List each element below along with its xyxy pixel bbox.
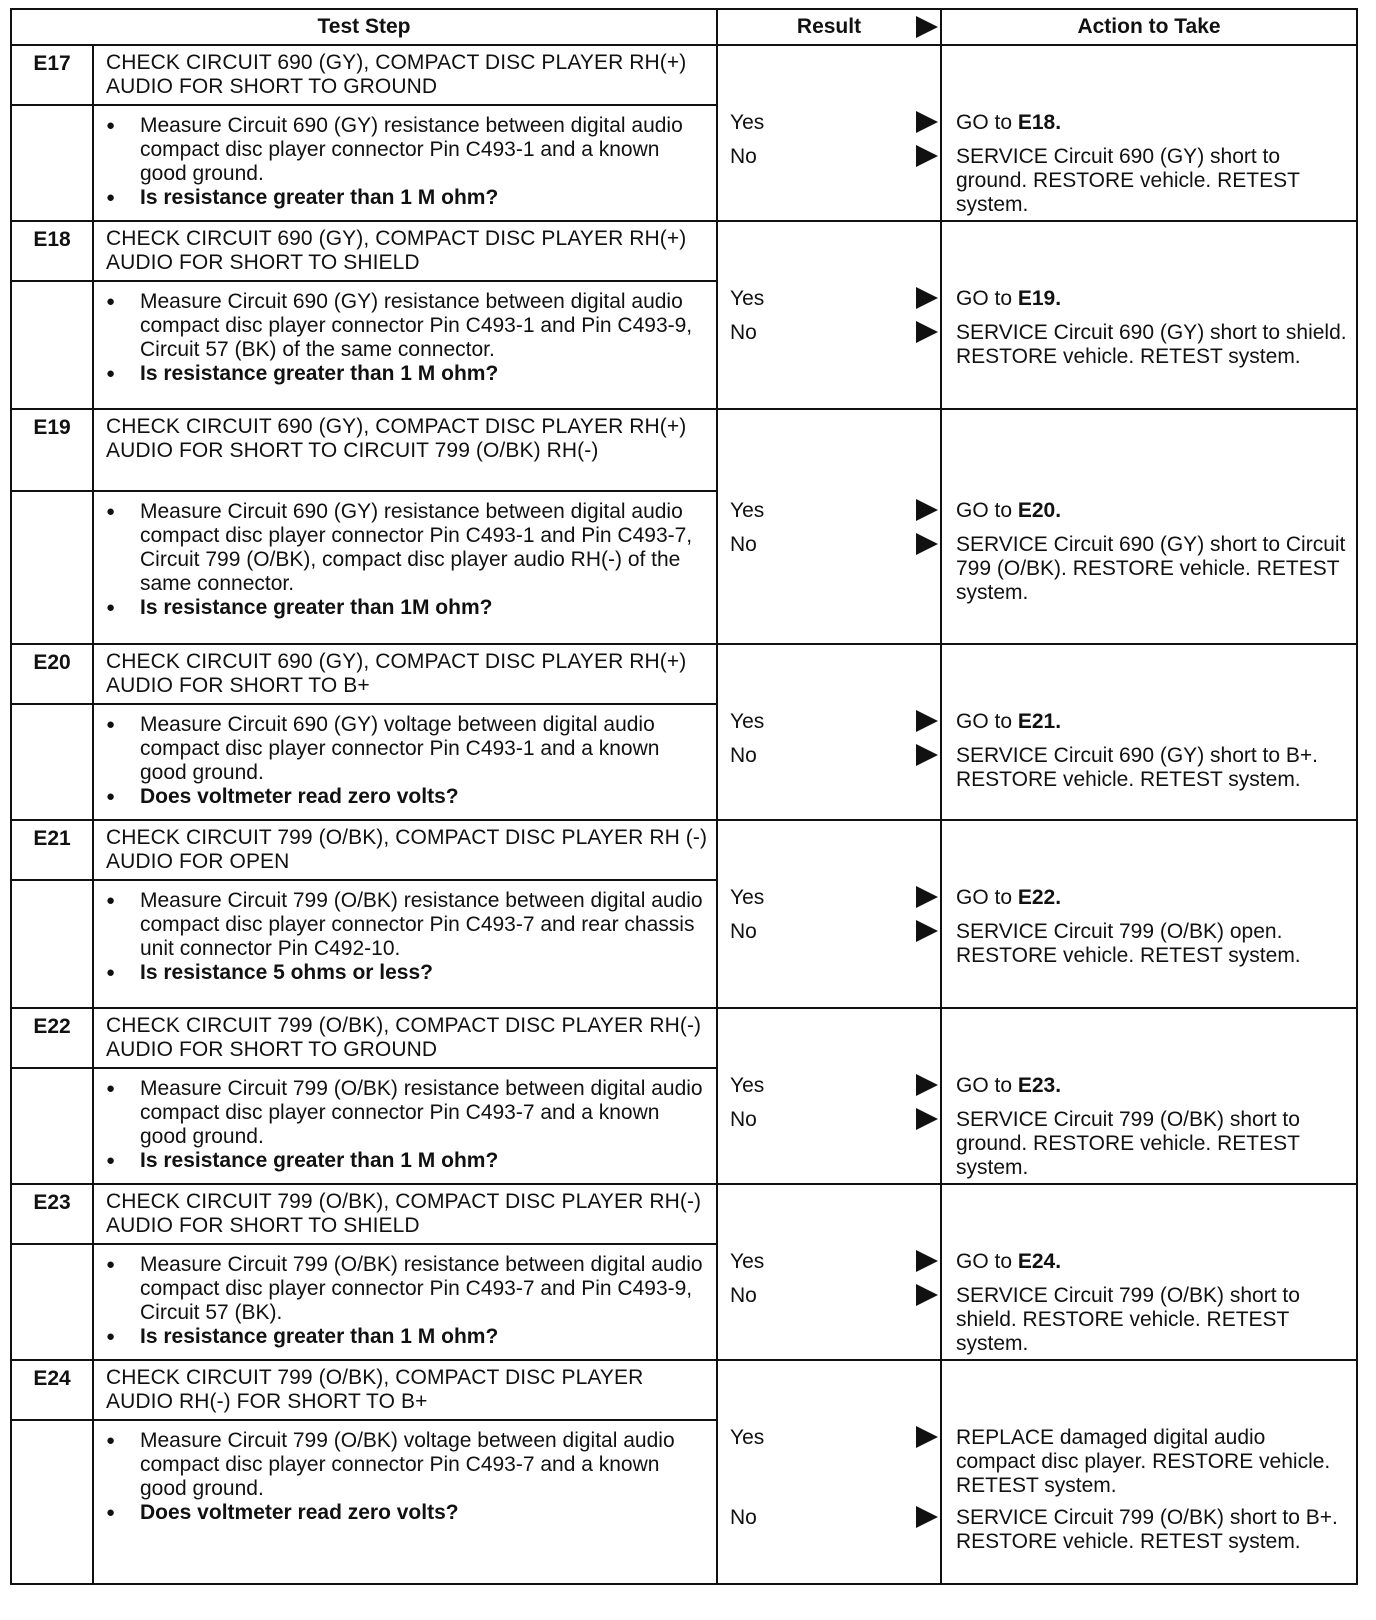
result-no: No (730, 1108, 757, 1131)
step-id: E18 (11, 221, 93, 281)
result-no: No (730, 1284, 757, 1307)
table-row (11, 221, 1357, 281)
step-title: CHECK CIRCUIT 690 (GY), COMPACT DISC PLAYER RH(+) AUDIO FOR SHORT TO B+ (93, 644, 717, 704)
action-yes (956, 287, 1348, 311)
result-no: No (730, 920, 757, 943)
action-cell (941, 1008, 1357, 1184)
result-no: No (730, 533, 757, 556)
instruction-measure: ● Measure Circuit 799 (O/BK) voltage between digital audio compact disc player connector Pin C493-7 and a known good ground. (104, 1429, 708, 1501)
step-id: E21 (11, 820, 93, 880)
action-yes-prefix: GO to (956, 886, 1018, 909)
instruction-measure: ● Measure Circuit 690 (GY) voltage between digital audio compact disc player connector Pin C493-1 and a known good ground. (104, 713, 708, 785)
action-yes-target: E19. (1017, 287, 1062, 310)
arrow-right-icon (916, 111, 938, 133)
action-yes-prefix: GO to (956, 111, 1018, 134)
action-yes (956, 111, 1348, 135)
header-result-label: Result (796, 15, 862, 38)
result-cell (717, 1184, 941, 1360)
step-title: CHECK CIRCUIT 690 (GY), COMPACT DISC PLAYER RH(+) AUDIO FOR SHORT TO SHIELD (93, 221, 717, 281)
action-no: SERVICE Circuit 799 (O/BK) short to ground. RESTORE vehicle. RETEST system. (956, 1108, 1300, 1179)
result-cell (717, 1360, 941, 1584)
action-no: SERVICE Circuit 690 (GY) short to Circuit 799 (O/BK). RESTORE vehicle. RETEST system. (956, 533, 1346, 604)
step-title: CHECK CIRCUIT 690 (GY), COMPACT DISC PLAYER RH(+) AUDIO FOR SHORT TO CIRCUIT 799 (O/BK) RH(-) (93, 409, 717, 491)
action-no: SERVICE Circuit 799 (O/BK) short to shield. RESTORE vehicle. RETEST system. (956, 1284, 1300, 1355)
step-instructions (93, 105, 717, 221)
arrow-right-icon (916, 321, 938, 343)
result-yes: Yes (730, 287, 765, 310)
step-instructions (93, 704, 717, 820)
step-title: CHECK CIRCUIT 799 (O/BK), COMPACT DISC PLAYER RH (-) AUDIO FOR OPEN (93, 820, 717, 880)
action-yes: REPLACE damaged digital audio compact disc player. RESTORE vehicle. RETEST system. (956, 1426, 1331, 1497)
step-title: CHECK CIRCUIT 799 (O/BK), COMPACT DISC PLAYER RH(-) AUDIO FOR SHORT TO GROUND (93, 1008, 717, 1068)
instruction-measure: ● Measure Circuit 690 (GY) resistance between digital audio compact disc player connector Pin C493-1 and a known good ground. (104, 114, 708, 186)
action-yes-prefix: GO to (956, 287, 1018, 310)
action-yes-prefix: GO to (956, 1250, 1018, 1273)
action-cell (941, 644, 1357, 820)
step-instructions (93, 1068, 717, 1184)
step-id: E23 (11, 1184, 93, 1244)
step-instructions (93, 281, 717, 409)
step-title: CHECK CIRCUIT 690 (GY), COMPACT DISC PLAYER RH(+) AUDIO FOR SHORT TO GROUND (93, 45, 717, 105)
arrow-right-icon (916, 710, 938, 732)
action-yes (956, 1250, 1348, 1274)
table-row (11, 1008, 1357, 1068)
step-title: CHECK CIRCUIT 799 (O/BK), COMPACT DISC PLAYER AUDIO RH(-) FOR SHORT TO B+ (93, 1360, 717, 1420)
action-yes-target: E18. (1017, 111, 1062, 134)
step-id-spacer (11, 105, 93, 221)
action-cell (941, 1184, 1357, 1360)
result-cell (717, 820, 941, 1008)
result-no: No (730, 145, 757, 168)
instruction-question: ● Does voltmeter read zero volts? (104, 785, 708, 809)
diagnostic-table-sheet (10, 8, 1356, 1585)
arrow-right-icon (916, 1506, 938, 1528)
action-no: SERVICE Circuit 690 (GY) short to shield. RESTORE vehicle. RETEST system. (956, 321, 1347, 368)
result-cell (717, 221, 941, 409)
instruction-question: ● Is resistance 5 ohms or less? (104, 961, 708, 985)
instruction-measure: ● Measure Circuit 690 (GY) resistance between digital audio compact disc player connector Pin C493-1 and Pin C493-9, Circuit 57 (BK) of the same connector. (104, 290, 708, 362)
result-yes: Yes (730, 1426, 765, 1449)
result-yes: Yes (730, 1250, 765, 1273)
instruction-measure: ● Measure Circuit 690 (GY) resistance between digital audio compact disc player connector Pin C493-1 and Pin C493-7, Circuit 799 (O/BK), compact disc player audio RH(-) of the same connector. (104, 500, 708, 596)
step-id-spacer (11, 281, 93, 409)
step-instructions (93, 880, 717, 1008)
action-cell (941, 45, 1357, 221)
result-cell (717, 45, 941, 221)
action-yes-target: E24. (1017, 1250, 1062, 1273)
table-row (11, 45, 1357, 105)
table-header-row (11, 9, 1357, 45)
step-title: CHECK CIRCUIT 799 (O/BK), COMPACT DISC PLAYER RH(-) AUDIO FOR SHORT TO SHIELD (93, 1184, 717, 1244)
action-no: SERVICE Circuit 690 (GY) short to B+. RESTORE vehicle. RETEST system. (956, 744, 1318, 791)
step-id-spacer (11, 704, 93, 820)
step-instructions (93, 1244, 717, 1360)
action-no: SERVICE Circuit 799 (O/BK) open. RESTORE vehicle. RETEST system. (956, 920, 1301, 967)
action-cell (941, 1360, 1357, 1584)
table-row (11, 1184, 1357, 1244)
action-no: SERVICE Circuit 799 (O/BK) short to B+. RESTORE vehicle. RETEST system. (956, 1506, 1338, 1553)
pinpoint-test-table (10, 8, 1358, 1585)
action-yes (956, 886, 1348, 910)
arrow-right-icon (916, 886, 938, 908)
header-action: Action to Take (941, 9, 1357, 45)
action-yes-target: E20. (1017, 499, 1062, 522)
action-yes (956, 499, 1348, 523)
step-id: E19 (11, 409, 93, 491)
table-row (11, 644, 1357, 704)
instruction-question: ● Is resistance greater than 1 M ohm? (104, 186, 708, 210)
arrow-right-icon (916, 1108, 938, 1130)
instruction-question: ● Is resistance greater than 1 M ohm? (104, 1325, 708, 1349)
result-no: No (730, 321, 757, 344)
arrow-right-icon (916, 1250, 938, 1272)
action-yes-target: E23. (1017, 1074, 1062, 1097)
instruction-question: ● Is resistance greater than 1M ohm? (104, 596, 708, 620)
step-id: E22 (11, 1008, 93, 1068)
action-yes-prefix: GO to (956, 499, 1018, 522)
result-yes: Yes (730, 499, 765, 522)
instruction-question: ● Is resistance greater than 1 M ohm? (104, 1149, 708, 1173)
result-cell (717, 644, 941, 820)
result-yes: Yes (730, 886, 765, 909)
result-yes: Yes (730, 111, 765, 134)
arrow-right-icon (916, 744, 938, 766)
step-id-spacer (11, 491, 93, 644)
header-result (717, 9, 941, 45)
arrow-right-icon (916, 1426, 938, 1448)
step-instructions (93, 1420, 717, 1584)
step-id-spacer (11, 1244, 93, 1360)
instruction-measure: ● Measure Circuit 799 (O/BK) resistance between digital audio compact disc player connector Pin C493-7 and Pin C493-9, Circuit 57 (BK). (104, 1253, 708, 1325)
arrow-right-icon (916, 1074, 938, 1096)
action-yes (956, 1074, 1348, 1098)
action-cell (941, 221, 1357, 409)
arrow-right-icon (916, 287, 938, 309)
action-yes (956, 710, 1348, 734)
action-cell (941, 409, 1357, 644)
header-test-step: Test Step (11, 9, 717, 45)
action-yes-target: E22. (1017, 886, 1062, 909)
table-row (11, 1360, 1357, 1420)
instruction-measure: ● Measure Circuit 799 (O/BK) resistance between digital audio compact disc player connector Pin C493-7 and a known good ground. (104, 1077, 708, 1149)
action-no: SERVICE Circuit 690 (GY) short to ground. RESTORE vehicle. RETEST system. (956, 145, 1300, 216)
step-id-spacer (11, 1420, 93, 1584)
instruction-measure: ● Measure Circuit 799 (O/BK) resistance between digital audio compact disc player connector Pin C493-7 and rear chassis unit connector Pin C492-10. (104, 889, 708, 961)
arrow-right-icon (916, 1284, 938, 1306)
step-id: E24 (11, 1360, 93, 1420)
table-row (11, 820, 1357, 880)
action-yes-prefix: GO to (956, 1074, 1018, 1097)
result-yes: Yes (730, 1074, 765, 1097)
instruction-question: ● Is resistance greater than 1 M ohm? (104, 362, 708, 386)
result-yes: Yes (730, 710, 765, 733)
table-row (11, 409, 1357, 491)
instruction-question: ● Does voltmeter read zero volts? (104, 1501, 708, 1525)
step-instructions (93, 491, 717, 644)
action-yes-prefix: GO to (956, 710, 1018, 733)
step-id: E20 (11, 644, 93, 704)
result-no: No (730, 744, 757, 767)
step-id-spacer (11, 880, 93, 1008)
result-no: No (730, 1506, 757, 1529)
arrow-right-icon (916, 16, 938, 38)
arrow-right-icon (916, 533, 938, 555)
arrow-right-icon (916, 920, 938, 942)
action-yes-target: E21. (1017, 710, 1062, 733)
result-cell (717, 1008, 941, 1184)
arrow-right-icon (916, 499, 938, 521)
step-id-spacer (11, 1068, 93, 1184)
action-cell (941, 820, 1357, 1008)
step-id: E17 (11, 45, 93, 105)
arrow-right-icon (916, 145, 938, 167)
result-cell (717, 409, 941, 644)
